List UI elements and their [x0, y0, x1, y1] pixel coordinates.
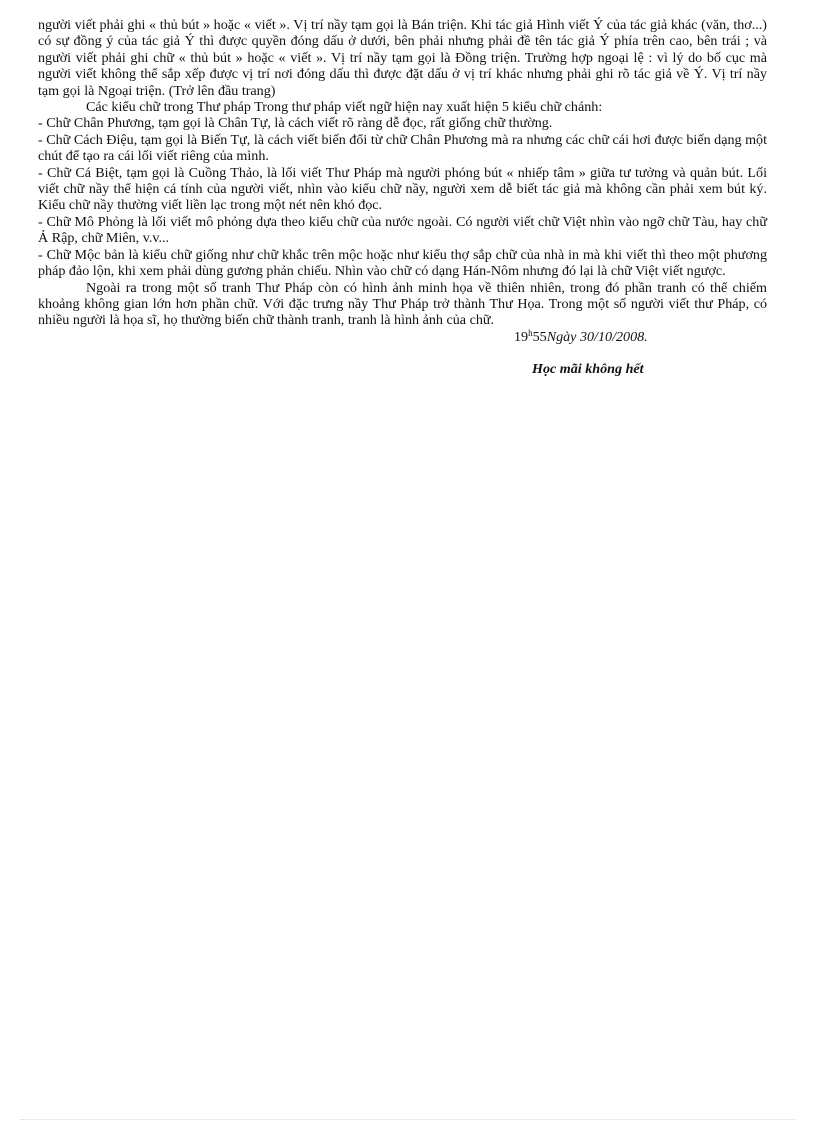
paragraph-thu-hoa: Ngoài ra trong một số tranh Thư Pháp còn có hình ảnh minh họa về thiên nhiên, trong đó phần tranh có thể chiếm khoảng không gian lớn hơn phần chữ. Với đặc trưng nầy Thư Pháp trở thành Thư Họa. Trong một số người viết thư Pháp, có nhiều người là họa sĩ, họ thường biến chữ thành tranh, tranh là hình ảnh của chữ.	[38, 279, 767, 329]
paragraph-seal-positions: người viết phải ghi « thủ bút » hoặc « viết ». Vị trí nầy tạm gọi là Bán triện. Khi tác giả Hình viết Ý của tác giả khác (văn, thơ...) có sự đồng ý của tác giả Ý thì được quyền đóng dấu ở dưới, bên phải nhưng phải đề tên tác giả Ý phía trên cao, bên trái ; và người viết phải ghi chữ « thủ bút » hoặc « viết ». Vị trí nầy tạm gọi là Đồng triện. Trường hợp ngoại lệ : vì lý do bố cục mà người viết không thể sắp xếp được vị trí nơi đóng dấu thì được đặt dấu ở vị trí khác nhưng phải ghi rõ tác giả về Ý. Vị trí nầy tạm gọi là Ngoại triện. (Trở lên đầu trang)	[38, 17, 767, 99]
list-item-chan-phuong: - Chữ Chân Phương, tạm gọi là Chân Tự, là cách viết rõ ràng dễ đọc, rất giống chữ thường.	[38, 115, 553, 132]
list-item-cach-dieu: - Chữ Cách Điệu, tạm gọi là Biến Tự, là cách viết biến đổi từ chữ Chân Phương mà ra nhưng các chữ cái hơi được biến dạng một chút để tạo ra cái lối viết riêng của mình.	[38, 131, 767, 165]
signature-line: Học mãi không hết	[532, 360, 644, 377]
timestamp-date: Ngày 30/10/2008.	[546, 328, 648, 345]
page-bottom-rule	[20, 1119, 796, 1120]
list-item-ca-biet: - Chữ Cá Biệt, tạm gọi là Cuồng Thảo, là lối viết Thư Pháp mà người phóng bút « nhiếp tâm » giữa tư tưởng và quản bút. Lối viết chữ nầy thể hiện cá tính của người viết, nhìn vào kiểu chữ nầy, người xem dễ biết tác giả mà không cần phải xem bút ký. Kiểu chữ nầy thường viết liền lạc trong một nét nên khó đọc.	[38, 164, 767, 214]
list-item-mo-phong: - Chữ Mô Phỏng là lối viết mô phỏng dựa theo kiểu chữ của nước ngoài. Có người viết chữ Việt nhìn vào ngỡ chữ Tàu, hay chữ Ả Rập, chữ Miên, v.v...	[38, 213, 767, 247]
timestamp-hour-suffix: h	[528, 327, 533, 338]
paragraph-calligraphy-styles-intro: Các kiểu chữ trong Thư pháp Trong thư pháp viết ngữ hiện nay xuất hiện 5 kiểu chữ chánh:	[86, 99, 603, 116]
timestamp-minute: 55	[532, 328, 547, 345]
list-item-moc-ban: - Chữ Mộc bản là kiểu chữ giống như chữ khắc trên mộc hoặc như kiểu thợ sắp chữ của nhà in mà khi viết thì theo một phương pháp đảo lộn, khi xem phải dùng gương phản chiếu. Nhìn vào chữ có dạng Hán-Nôm nhưng đó lại là chữ Việt viết ngược.	[38, 246, 767, 280]
document-page	[38, 17, 767, 377]
timestamp-hour: 19	[514, 328, 529, 345]
timestamp-line	[38, 329, 767, 349]
